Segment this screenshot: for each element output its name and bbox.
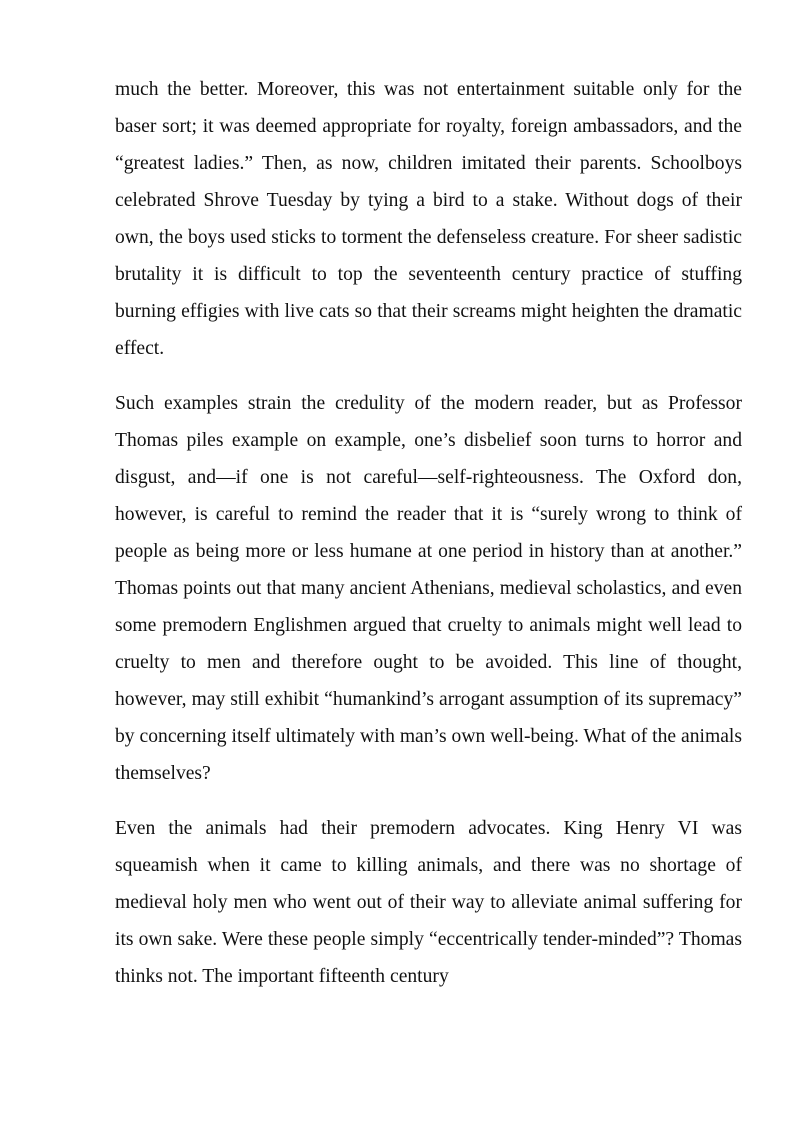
- paragraph-1: much the better. Moreover, this was not entertainment suitable only for the baser sort; it was deemed appropriate for royalty, foreign ambassadors, and the “greatest ladies.” Then, as now, children imitated their parents. Schoolboys celebrated Shrove Tuesday by tying a bird to a stake. Without dogs of their own, the boys used sticks to torment the defenseless creature. For sheer sadistic brutality it is difficult to top the seventeenth century practice of stuffing burning effigies with live cats so that their screams might heighten the dramatic effect.: [115, 79, 742, 359]
- paragraph-3: Even the animals had their premodern advocates. King Henry VI was squeamish when it came to killing animals, and there was no shortage of medieval holy men who went out of their way to alleviate animal suffering for its own sake. Were these people simply “eccentrically tender-minded”? Thomas thinks not. The important fifteenth century: [115, 818, 742, 987]
- paragraph-2: Such examples strain the credulity of the modern reader, but as Professor Thomas piles example on example, one’s disbelief soon turns to horror and disgust, and—if one is not careful—self-righteousness. The Oxford don, however, is careful to remind the reader that it is “surely wrong to think of people as being more or less humane at one period in history than at another.” Thomas points out that many ancient Athenians, medieval scholastics, and even some premodern Englishmen argued that cruelty to animals might well lead to cruelty to men and therefore ought to be avoided. This line of thought, however, may still exhibit “humankind’s arrogant assumption of its supremacy” by concerning itself ultimately with man’s own well-being. What of the animals themselves?: [115, 393, 742, 784]
- document-page: [115, 71, 742, 1013]
